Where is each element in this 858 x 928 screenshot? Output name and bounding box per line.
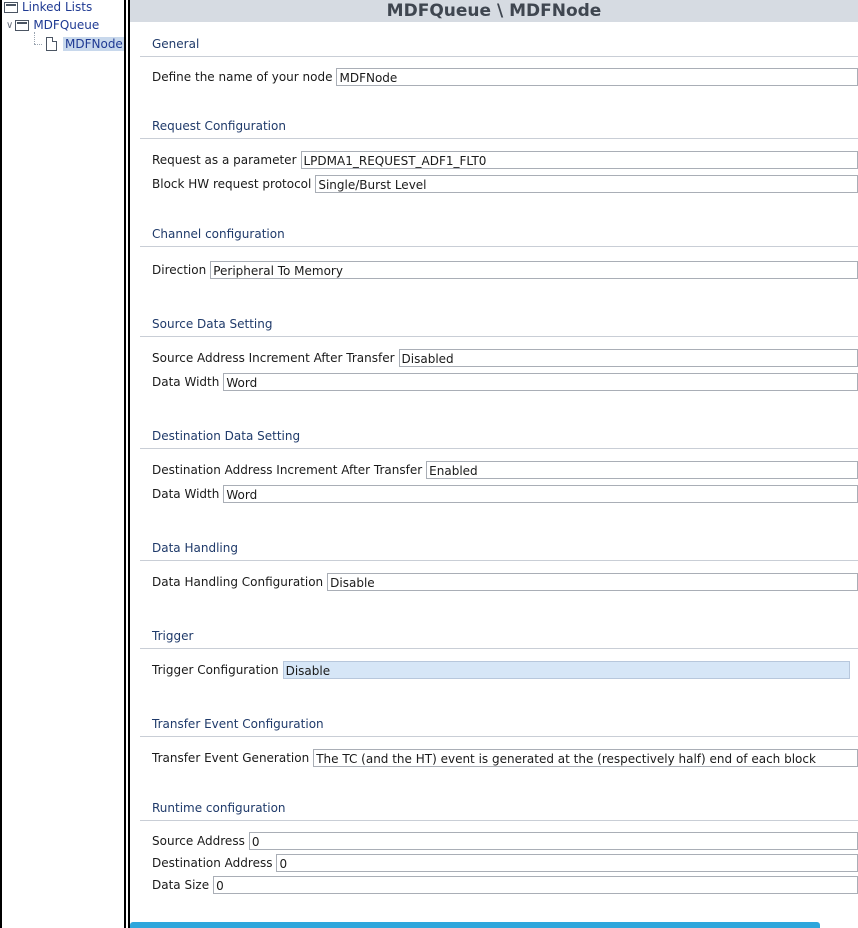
field-source-address: [152, 831, 858, 851]
field-destination-increment: [152, 460, 858, 480]
field-label: Data Size: [152, 878, 210, 892]
field-label: Trigger Configuration: [152, 663, 279, 677]
field-source-width: [152, 372, 858, 392]
field-label: Data Width: [152, 487, 220, 501]
field-label: Data Handling Configuration: [152, 575, 324, 589]
section-title-source: Source Data Setting: [152, 317, 273, 331]
config-pane: [130, 0, 858, 928]
field-label: Define the name of your node: [152, 70, 333, 84]
section-title-transfer-event: Transfer Event Configuration: [152, 717, 324, 731]
field-data-handling: [152, 572, 858, 592]
request-select[interactable]: LPDMA1_REQUEST_ADF1_FLT0: [301, 151, 858, 169]
field-destination-address: [152, 853, 858, 873]
field-data-size: [152, 875, 858, 895]
block-protocol-select[interactable]: Single/Burst Level: [315, 175, 858, 193]
divider: [140, 336, 858, 337]
divider: [140, 820, 858, 821]
section-title-channel: Channel configuration: [152, 227, 285, 241]
divider: [140, 448, 858, 449]
folder-icon: [15, 20, 29, 31]
field-block-protocol: [152, 174, 858, 194]
divider: [140, 648, 858, 649]
tree-item-mdfnode[interactable]: [46, 35, 125, 53]
field-label: Destination Address: [152, 856, 273, 870]
trigger-select[interactable]: Disable: [283, 661, 850, 679]
transfer-event-select[interactable]: The TC (and the HT) event is generated at the (respectively half) end of each block: [313, 749, 858, 767]
tree-item-label: MDFQueue: [33, 18, 100, 32]
field-destination-width: [152, 484, 858, 504]
tree-item-label: Linked Lists: [22, 0, 93, 14]
field-source-increment: [152, 348, 858, 368]
divider: [140, 246, 858, 247]
destination-width-select[interactable]: Word: [223, 485, 858, 503]
tree-item-label: MDFNode: [65, 37, 123, 51]
tree-connector: [34, 32, 35, 44]
field-transfer-event: [152, 748, 858, 768]
folder-icon: [4, 2, 18, 13]
source-address-input[interactable]: 0: [249, 832, 858, 850]
node-name-input[interactable]: MDFNode: [336, 68, 858, 86]
tree-item-mdfqueue[interactable]: [6, 16, 99, 34]
divider: [140, 138, 858, 139]
section-title-general: General: [152, 37, 200, 51]
source-width-select[interactable]: Word: [223, 373, 858, 391]
field-label: Destination Address Increment After Transfer: [152, 463, 423, 477]
field-label: Data Width: [152, 375, 220, 389]
divider: [140, 560, 858, 561]
field-label: Source Address Increment After Transfer: [152, 351, 395, 365]
section-title-trigger: Trigger: [152, 629, 194, 643]
tree-panel: [0, 0, 124, 928]
destination-increment-select[interactable]: Enabled: [426, 461, 858, 479]
data-size-input[interactable]: 0: [213, 876, 858, 894]
tree-connector: [34, 44, 42, 45]
divider: [140, 736, 858, 737]
chevron-down-icon[interactable]: ∨: [6, 19, 14, 31]
section-title-runtime: Runtime configuration: [152, 801, 286, 815]
source-increment-select[interactable]: Disabled: [399, 349, 858, 367]
file-icon: [46, 37, 57, 51]
section-title-destination: Destination Data Setting: [152, 429, 301, 443]
field-node-name: [152, 67, 858, 87]
horizontal-scrollbar[interactable]: [130, 922, 820, 928]
section-title-data-handling: Data Handling: [152, 541, 238, 555]
tree-item-linked-lists[interactable]: [4, 0, 92, 16]
field-label: Direction: [152, 263, 207, 277]
field-request: [152, 150, 858, 170]
field-label: Request as a parameter: [152, 153, 297, 167]
section-title-request: Request Configuration: [152, 119, 286, 133]
field-trigger: [152, 660, 850, 680]
divider: [140, 56, 858, 57]
direction-select[interactable]: Peripheral To Memory: [210, 261, 858, 279]
field-direction: [152, 260, 858, 280]
page-title: MDFQueue \ MDFNode: [130, 0, 858, 22]
field-label: Block HW request protocol: [152, 177, 312, 191]
field-label: Source Address: [152, 834, 245, 848]
field-label: Transfer Event Generation: [152, 751, 310, 765]
data-handling-select[interactable]: Disable: [327, 573, 858, 591]
destination-address-input[interactable]: 0: [276, 854, 858, 872]
